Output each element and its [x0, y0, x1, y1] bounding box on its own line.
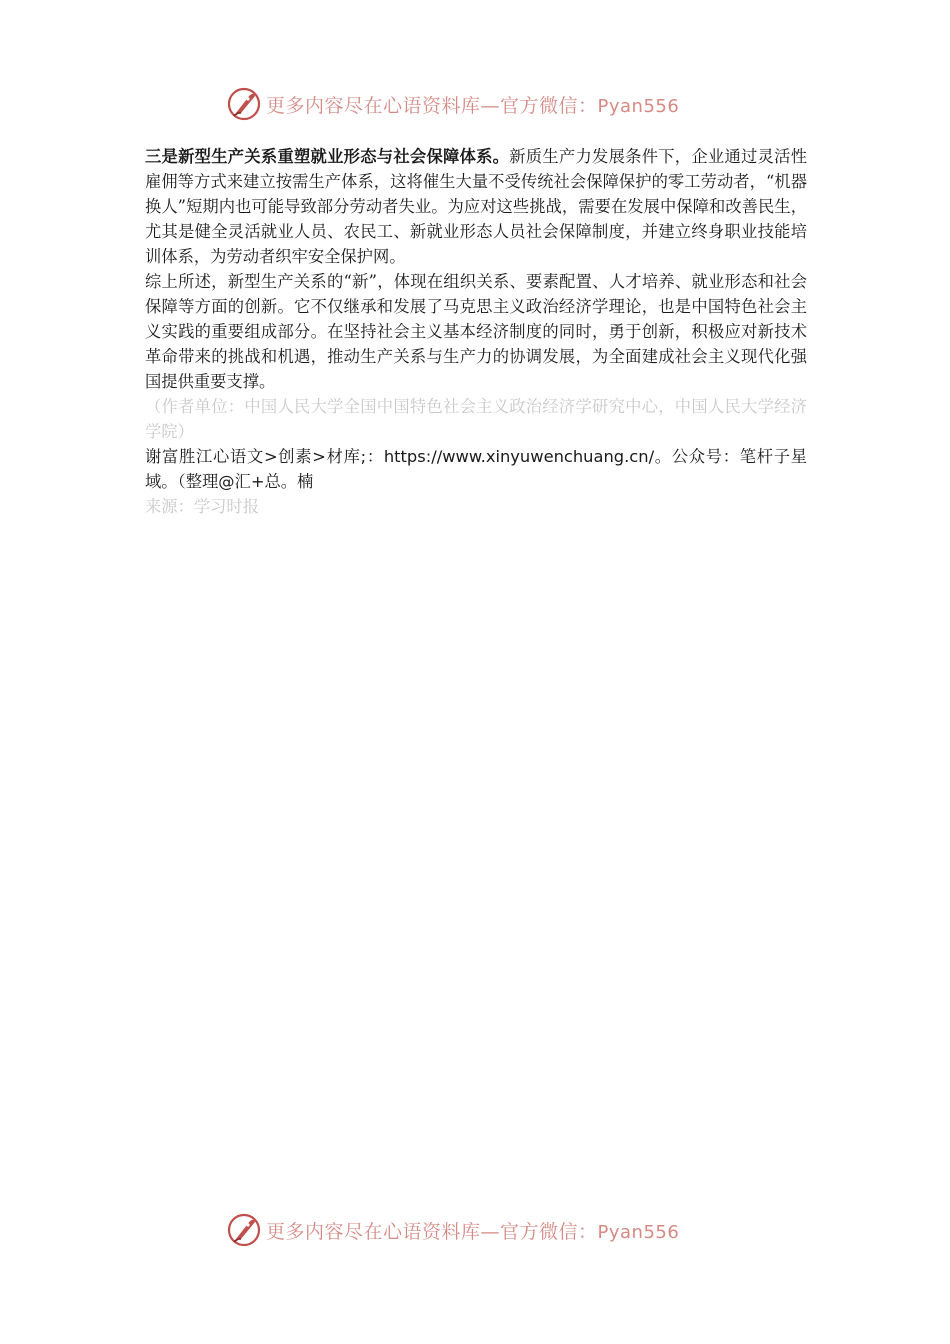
footer-banner [226, 1210, 726, 1250]
banner-slogan: 更多内容尽在心语资料库—官方微信： [266, 1220, 598, 1243]
author-unit: （作者单位：中国人民大学全国中国特色社会主义政治经济学研究中心，中国人民大学经济学院） [145, 397, 807, 441]
quill-pen-seal-icon [226, 1212, 262, 1248]
header-banner-text [266, 91, 679, 118]
banner-slogan: 更多内容尽在心语资料库—官方微信： [266, 94, 598, 117]
source-line: 来源：学习时报 [145, 497, 259, 516]
paragraph-summary: 综上所述，新型生产关系的“新”，体现在组织关系、要素配置、人才培养、就业形态和社会保障等方面的创新。它不仅继承和发展了马克思主义政治经济学理论，也是中国特色社会主义实践的重要组成部分。在坚持社会主义基本经济制度的同时，勇于创新，积极应对新技术革命带来的挑战和机遇，推动生产关系与生产力的协调发展，为全面建成社会主义现代化强国提供重要支撑。 [145, 272, 807, 391]
footer-banner-text [266, 1217, 679, 1244]
article-body [145, 144, 807, 519]
paragraph-lead: 三是新型生产关系重塑就业形态与社会保障体系。 [145, 147, 510, 166]
banner-wechat-id: Pyan556 [597, 1221, 680, 1243]
quill-pen-seal-icon [226, 86, 262, 122]
banner-wechat-id: Pyan556 [597, 95, 680, 117]
paragraph-social-security [145, 144, 807, 269]
credit-line: 谢富胜江心语文>创素>材库;：https://www.xinyuwenchuang.cn/。公众号：笔杆子星域。（整理@汇+总。楠 [145, 447, 807, 491]
header-banner [226, 84, 726, 124]
paragraph-body: 新质生产力发展条件下，企业通过灵活性雇佣等方式来建立按需生产体系，这将催生大量不受传统社会保障保护的零工劳动者，“机器换人”短期内也可能导致部分劳动者失业。为应对这些挑战，需要在发展中保障和改善民生，尤其是健全灵活就业人员、农民工、新就业形态人员社会保障制度，并建立终身职业技能培训体系，为劳动者织牢安全保护网。 [145, 147, 807, 266]
